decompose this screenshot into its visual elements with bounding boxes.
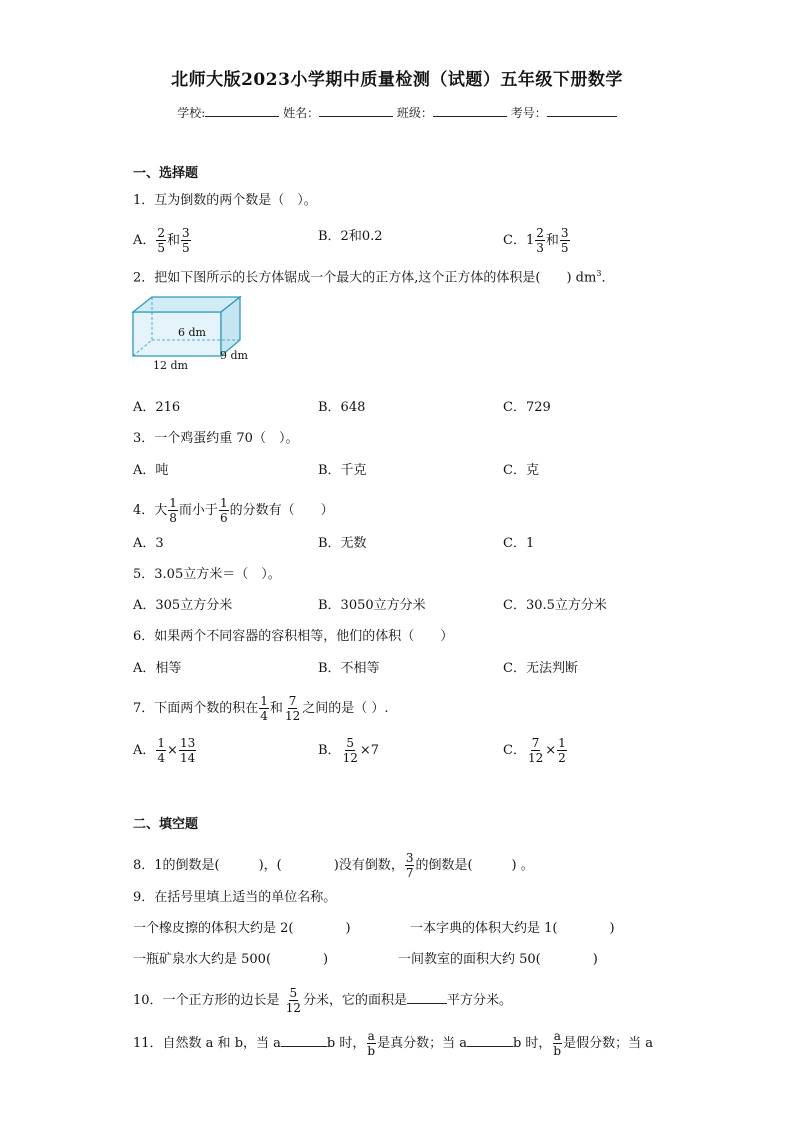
fraction: $\frac{2}{5}$ <box>157 226 166 255</box>
q6-option-c[interactable]: C．无法判断 <box>503 661 578 676</box>
name-label: 姓名： <box>283 106 320 120</box>
q6-option-a[interactable]: A．相等 <box>133 661 182 676</box>
school-blank[interactable] <box>205 103 279 117</box>
q6-option-b[interactable]: B．不相等 <box>318 661 380 676</box>
q1-option-c[interactable]: C．1 $\frac{2}{3}$ 和 $\frac{3}{5}$ <box>503 226 569 255</box>
q2-option-c[interactable]: C．729 <box>503 400 551 415</box>
fraction: $\frac{1}{8}$ <box>169 496 177 525</box>
q2-option-a[interactable]: A．216 <box>133 400 181 415</box>
fraction: $\frac{13}{14}$ <box>179 736 196 765</box>
fraction: $\frac{a}{b}$ <box>367 1029 376 1058</box>
question-1: 1．互为倒数的两个数是（ ）。 <box>133 193 317 208</box>
answer-blank[interactable] <box>467 1034 513 1047</box>
section-heading-fill: 二、填空题 <box>133 817 199 832</box>
question-2: 2．把如下图所示的长方体锯成一个最大的正方体,这个正方体的体积是( ) $dm^3$． <box>133 269 615 286</box>
fraction: $\frac{1}{4}$ <box>157 736 166 765</box>
question-11: 11．自然数 a 和 b，当 a b 时， $\frac{a}{b}$ 是真分数；当 a b 时， $\frac{a}{b}$ 是假分数；当 a <box>133 1029 653 1058</box>
q9-item-dictionary: 一本字典的体积大约是 1( ) <box>410 921 615 936</box>
q9-item-classroom: 一间教室的面积大约 50( ) <box>398 952 598 967</box>
number-blank[interactable] <box>547 103 617 117</box>
q1-option-b[interactable]: B．2和0.2 <box>318 229 383 244</box>
q4-option-b[interactable]: B．无数 <box>318 536 367 551</box>
q5-option-c[interactable]: C．30.5立方分米 <box>503 598 607 613</box>
q3-option-a[interactable]: A．吨 <box>133 463 169 478</box>
student-info-line <box>0 103 794 122</box>
question-6: 6．如果两个不同容器的容积相等，他们的体积（ ） <box>133 629 454 644</box>
fraction: $\frac{7}{12}$ <box>527 736 544 765</box>
q7-option-c[interactable]: C． $\frac{7}{12}$ × $\frac{1}{2}$ <box>503 736 566 765</box>
name-blank[interactable] <box>319 103 393 117</box>
q5-option-a[interactable]: A．305立方分米 <box>133 598 233 613</box>
fraction: $\frac{a}{b}$ <box>553 1029 562 1058</box>
number-label: 考号： <box>510 106 547 120</box>
figure-width-label: 9 dm <box>220 349 248 362</box>
q7-option-b[interactable]: B． $\frac{5}{12}$ ×7 <box>318 736 380 765</box>
q5-option-b[interactable]: B．3050立方分米 <box>318 598 426 613</box>
fraction: $\frac{5}{12}$ <box>342 736 358 765</box>
fraction: $\frac{3}{5}$ <box>182 226 190 255</box>
page-title: 北师大版2023小学期中质量检测（试题）五年级下册数学 <box>171 70 623 90</box>
q1-option-a[interactable]: A． $\frac{2}{5}$ 和 $\frac{3}{5}$ <box>133 226 190 255</box>
school-label: 学校: <box>177 106 206 120</box>
answer-blank[interactable] <box>281 1034 327 1047</box>
q7-option-a[interactable]: A． $\frac{1}{4}$ × $\frac{13}{14}$ <box>133 736 196 765</box>
q4-option-a[interactable]: A．3 <box>133 536 164 551</box>
fraction: $\frac{3}{5}$ <box>560 226 569 255</box>
fraction: $\frac{1}{4}$ <box>260 694 268 723</box>
fraction: $\frac{2}{3}$ <box>536 226 544 255</box>
fraction: $\frac{1}{6}$ <box>219 496 228 525</box>
q9-item-eraser: 一个橡皮擦的体积大约是 2( ) <box>133 921 351 936</box>
fraction: $\frac{5}{12}$ <box>285 986 301 1015</box>
question-10: 10．一个正方形的边长是 $\frac{5}{12}$ 分米，它的面积是 平方分米。 <box>133 986 512 1015</box>
question-4: 4．大 $\frac{1}{8}$ 而小于 $\frac{1}{6}$ 的分数有（ ） <box>133 496 334 525</box>
figure-height-label: 6 dm <box>178 326 206 339</box>
question-5: 5．3.05立方米＝（ ）。 <box>133 567 281 582</box>
question-7: 7．下面两个数的积在 $\frac{1}{4}$ 和 $\frac{7}{12}$ 之间的是（ ）. <box>133 694 389 723</box>
q4-option-c[interactable]: C．1 <box>503 536 535 551</box>
q9-item-water-bottle: 一瓶矿泉水大约是 500( ) <box>133 952 329 967</box>
q2-option-b[interactable]: B．648 <box>318 400 366 415</box>
section-heading-choice: 一、选择题 <box>133 166 199 181</box>
question-8: 8．1的倒数是( )，( )没有倒数， $\frac{3}{7}$ 的倒数是( ) 。 <box>133 851 534 880</box>
cuboid-front-face <box>133 312 221 356</box>
figure-length-label: 12 dm <box>153 359 188 372</box>
fraction: $\frac{7}{12}$ <box>284 694 301 723</box>
q3-option-c[interactable]: C．克 <box>503 463 539 478</box>
answer-blank[interactable] <box>407 991 447 1004</box>
q3-option-b[interactable]: B．千克 <box>318 463 367 478</box>
fraction: $\frac{3}{7}$ <box>405 851 414 880</box>
class-label: 班级： <box>396 106 433 120</box>
question-3: 3．一个鸡蛋约重 70（ ）。 <box>133 431 299 446</box>
question-9: 9．在括号里填上适当的单位名称。 <box>133 890 337 905</box>
class-blank[interactable] <box>433 103 507 117</box>
fraction: $\frac{1}{2}$ <box>558 736 566 765</box>
